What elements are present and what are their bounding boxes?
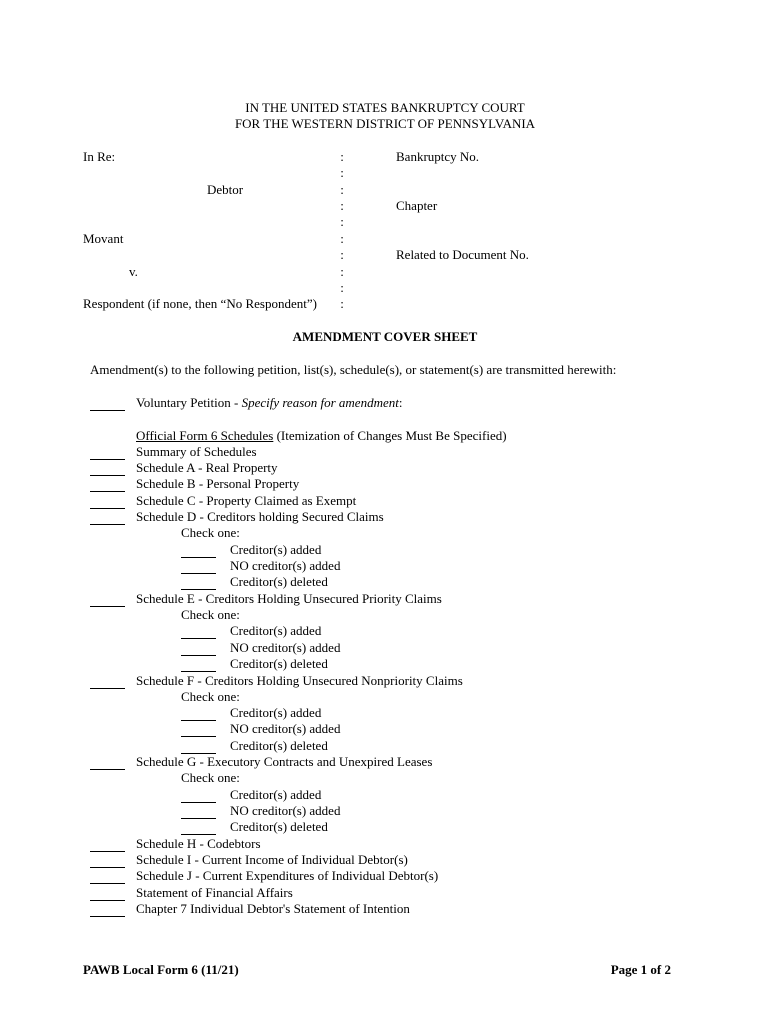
intro-text: Amendment(s) to the following petition, list(s), schedule(s), or statement(s) are transmitted herewith: — [90, 362, 617, 377]
schedule-f-no-creditors-added-blank[interactable] — [181, 721, 216, 737]
schedule-e-creditors-deleted: Creditor(s) deleted — [230, 656, 328, 671]
voluntary-petition-item — [136, 395, 402, 411]
caption-colon: : — [340, 280, 344, 295]
schedule-d-check-one: Check one: — [181, 525, 240, 540]
schedule-f-item: Schedule F - Creditors Holding Unsecured Nonpriority Claims — [136, 673, 463, 688]
caption-colon: : — [340, 198, 344, 213]
schedule-i-blank[interactable] — [90, 852, 125, 868]
related-document-label: Related to Document No. — [396, 247, 529, 262]
schedule-e-blank[interactable] — [90, 591, 125, 607]
caption-colon: : — [340, 247, 344, 262]
schedule-b-blank[interactable] — [90, 476, 125, 492]
form6-heading-underlined: Official Form 6 Schedules — [136, 428, 274, 443]
schedule-e-creditors-deleted-blank[interactable] — [181, 656, 216, 672]
schedule-a-item: Schedule A - Real Property — [136, 460, 278, 475]
respondent-label: Respondent (if none, then “No Respondent”) — [83, 296, 317, 311]
schedule-g-blank[interactable] — [90, 754, 125, 770]
ch7-intention-item: Chapter 7 Individual Debtor's Statement of Intention — [136, 901, 410, 916]
schedule-d-creditors-added: Creditor(s) added — [230, 542, 322, 557]
schedule-j-item: Schedule J - Current Expenditures of Individual Debtor(s) — [136, 868, 439, 883]
schedule-h-blank[interactable] — [90, 836, 125, 852]
schedule-g-no-creditors-added-blank[interactable] — [181, 803, 216, 819]
ch7-intention-blank[interactable] — [90, 901, 125, 917]
schedule-f-creditors-added: Creditor(s) added — [230, 705, 322, 720]
schedule-e-no-creditors-added-blank[interactable] — [181, 640, 216, 656]
schedule-h-item: Schedule H - Codebtors — [136, 836, 261, 851]
schedule-e-creditors-added: Creditor(s) added — [230, 623, 322, 638]
caption-colon: : — [340, 264, 344, 279]
schedule-g-creditors-added-blank[interactable] — [181, 787, 216, 803]
schedule-d-creditors-deleted: Creditor(s) deleted — [230, 574, 328, 589]
summary-item: Summary of Schedules — [136, 444, 257, 459]
footer-form-id: PAWB Local Form 6 (11/21) — [83, 962, 239, 977]
schedule-d-no-creditors-added: NO creditor(s) added — [230, 558, 341, 573]
summary-blank[interactable] — [90, 444, 125, 460]
movant-label: Movant — [83, 231, 124, 246]
schedule-d-item: Schedule D - Creditors holding Secured Claims — [136, 509, 384, 524]
schedule-i-item: Schedule I - Current Income of Individual Debtor(s) — [136, 852, 408, 867]
schedule-c-blank[interactable] — [90, 493, 125, 509]
court-name-line-1: IN THE UNITED STATES BANKRUPTCY COURT — [245, 100, 525, 115]
schedule-g-creditors-deleted: Creditor(s) deleted — [230, 819, 328, 834]
voluntary-petition-reason: Specify reason for amendment — [241, 395, 399, 410]
voluntary-petition-blank[interactable] — [90, 395, 125, 411]
schedule-g-item: Schedule G - Executory Contracts and Unexpired Leases — [136, 754, 433, 769]
schedule-e-creditors-added-blank[interactable] — [181, 623, 216, 639]
schedule-d-no-creditors-added-blank[interactable] — [181, 558, 216, 574]
schedule-g-creditors-added: Creditor(s) added — [230, 787, 322, 802]
form6-heading — [136, 428, 507, 444]
voluntary-petition-colon: : — [398, 395, 403, 410]
schedule-e-no-creditors-added: NO creditor(s) added — [230, 640, 341, 655]
schedule-f-creditors-added-blank[interactable] — [181, 705, 216, 721]
schedule-d-creditors-added-blank[interactable] — [181, 542, 216, 558]
caption-colon: : — [340, 165, 344, 180]
caption-colon: : — [340, 296, 344, 311]
chapter-label: Chapter — [396, 198, 438, 213]
schedule-a-blank[interactable] — [90, 460, 125, 476]
caption-colon: : — [340, 182, 344, 197]
schedule-g-check-one: Check one: — [181, 770, 240, 785]
schedule-f-no-creditors-added: NO creditor(s) added — [230, 721, 341, 736]
schedule-f-creditors-deleted-blank[interactable] — [181, 738, 216, 754]
schedule-d-creditors-deleted-blank[interactable] — [181, 574, 216, 590]
sofa-item: Statement of Financial Affairs — [136, 885, 293, 900]
bankruptcy-number-label: Bankruptcy No. — [396, 149, 480, 164]
form6-heading-rest: (Itemization of Changes Must Be Specified) — [273, 428, 507, 443]
schedule-j-blank[interactable] — [90, 868, 125, 884]
schedule-d-blank[interactable] — [90, 509, 125, 525]
schedule-g-creditors-deleted-blank[interactable] — [181, 819, 216, 835]
schedule-e-check-one: Check one: — [181, 607, 240, 622]
in-re-label: In Re: — [83, 149, 116, 164]
document-title: AMENDMENT COVER SHEET — [292, 329, 478, 344]
voluntary-petition-label: Voluntary Petition - — [136, 395, 242, 410]
sofa-blank[interactable] — [90, 885, 125, 901]
schedule-f-blank[interactable] — [90, 673, 125, 689]
caption-colon: : — [340, 214, 344, 229]
schedule-g-no-creditors-added: NO creditor(s) added — [230, 803, 341, 818]
footer-page-number: Page 1 of 2 — [610, 962, 671, 977]
court-name-line-2: FOR THE WESTERN DISTRICT OF PENNSYLVANIA — [234, 116, 536, 131]
schedule-b-item: Schedule B - Personal Property — [136, 476, 300, 491]
schedule-e-item: Schedule E - Creditors Holding Unsecured Priority Claims — [136, 591, 442, 606]
caption-colon: : — [340, 149, 344, 164]
versus-label: v. — [129, 264, 138, 279]
caption-colon: : — [340, 231, 344, 246]
schedule-f-creditors-deleted: Creditor(s) deleted — [230, 738, 328, 753]
debtor-label: Debtor — [207, 182, 244, 197]
schedule-f-check-one: Check one: — [181, 689, 240, 704]
schedule-c-item: Schedule C - Property Claimed as Exempt — [136, 493, 357, 508]
